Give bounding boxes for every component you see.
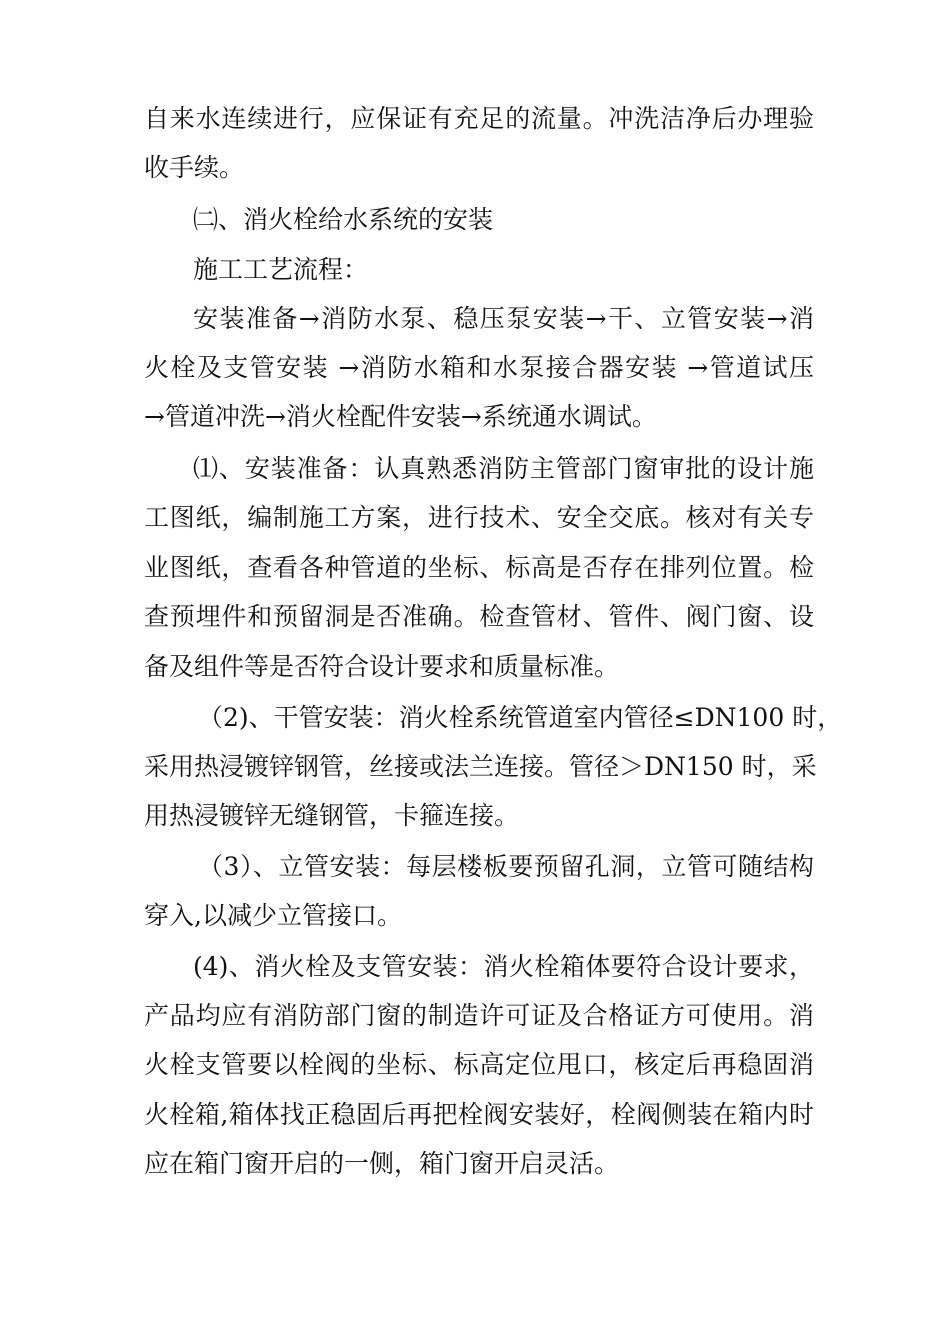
item-4-line-4: 火栓箱,箱体找正稳固后再把栓阀安装好，栓阀侧装在箱内时 [144,1100,814,1129]
item-1-line-2: 工图纸，编制施工方案，进行技术、安全交底。核对有关专 [144,503,814,532]
item-2-line-3: 用热浸镀锌无缝钢管，卡箍连接。 [144,801,520,830]
item-2-line-2: 采用热浸镀锌钢管，丝接或法兰连接。管径＞DN150 时，采 [144,752,817,781]
item-1-line-4: 查预埋件和预留洞是否准确。检查管材、管件、阀门窗、设 [144,602,814,631]
paragraph-line-1: 自来水连续进行，应保证有充足的流量。冲洗洁净后办理验 [144,104,814,133]
process-line-3: →管道冲洗→消火栓配件安装→系统通水调试。 [144,402,657,431]
item-4-line-5: 应在箱门窗开启的一侧，箱门窗开启灵活。 [144,1149,620,1178]
item-2-line-1: （2)、干管安装：消火栓系统管道室内管径≤DN100 时， [198,703,843,732]
process-title: 施工工艺流程： [193,255,369,284]
item-1-line-3: 业图纸，查看各种管道的坐标、标高是否存在排列位置。检 [144,553,814,582]
process-line-1: 安装准备→消防水泵、稳压泵安装→干、立管安装→消 [193,304,814,333]
item-1-line-1: ⑴、安装准备：认真熟悉消防主管部门窗审批的设计施 [193,454,814,483]
section-heading: ㈡、消火栓给水系统的安装 [193,205,494,234]
paragraph-line-2: 收手续。 [144,153,245,182]
item-1-line-5: 备及组件等是否符合设计要求和质量标准。 [144,652,620,681]
item-4-line-1: (4)、消火栓及支管安装：消火栓箱体要符合设计要求， [193,952,814,981]
item-3-line-2: 穿入,以减少立管接口。 [144,901,402,930]
item-4-line-3: 火栓支管要以栓阀的坐标、标高定位甩口，核定后再稳固消 [144,1050,814,1079]
process-line-2: 火栓及支管安装 →消防水箱和水泵接合器安装 →管道试压 [144,353,814,382]
item-4-line-2: 产品均应有消防部门窗的制造许可证及合格证方可使用。消 [144,1001,814,1030]
item-3-line-1: （3）、立管安装：每层楼板要预留孔洞，立管可随结构 [198,852,814,881]
